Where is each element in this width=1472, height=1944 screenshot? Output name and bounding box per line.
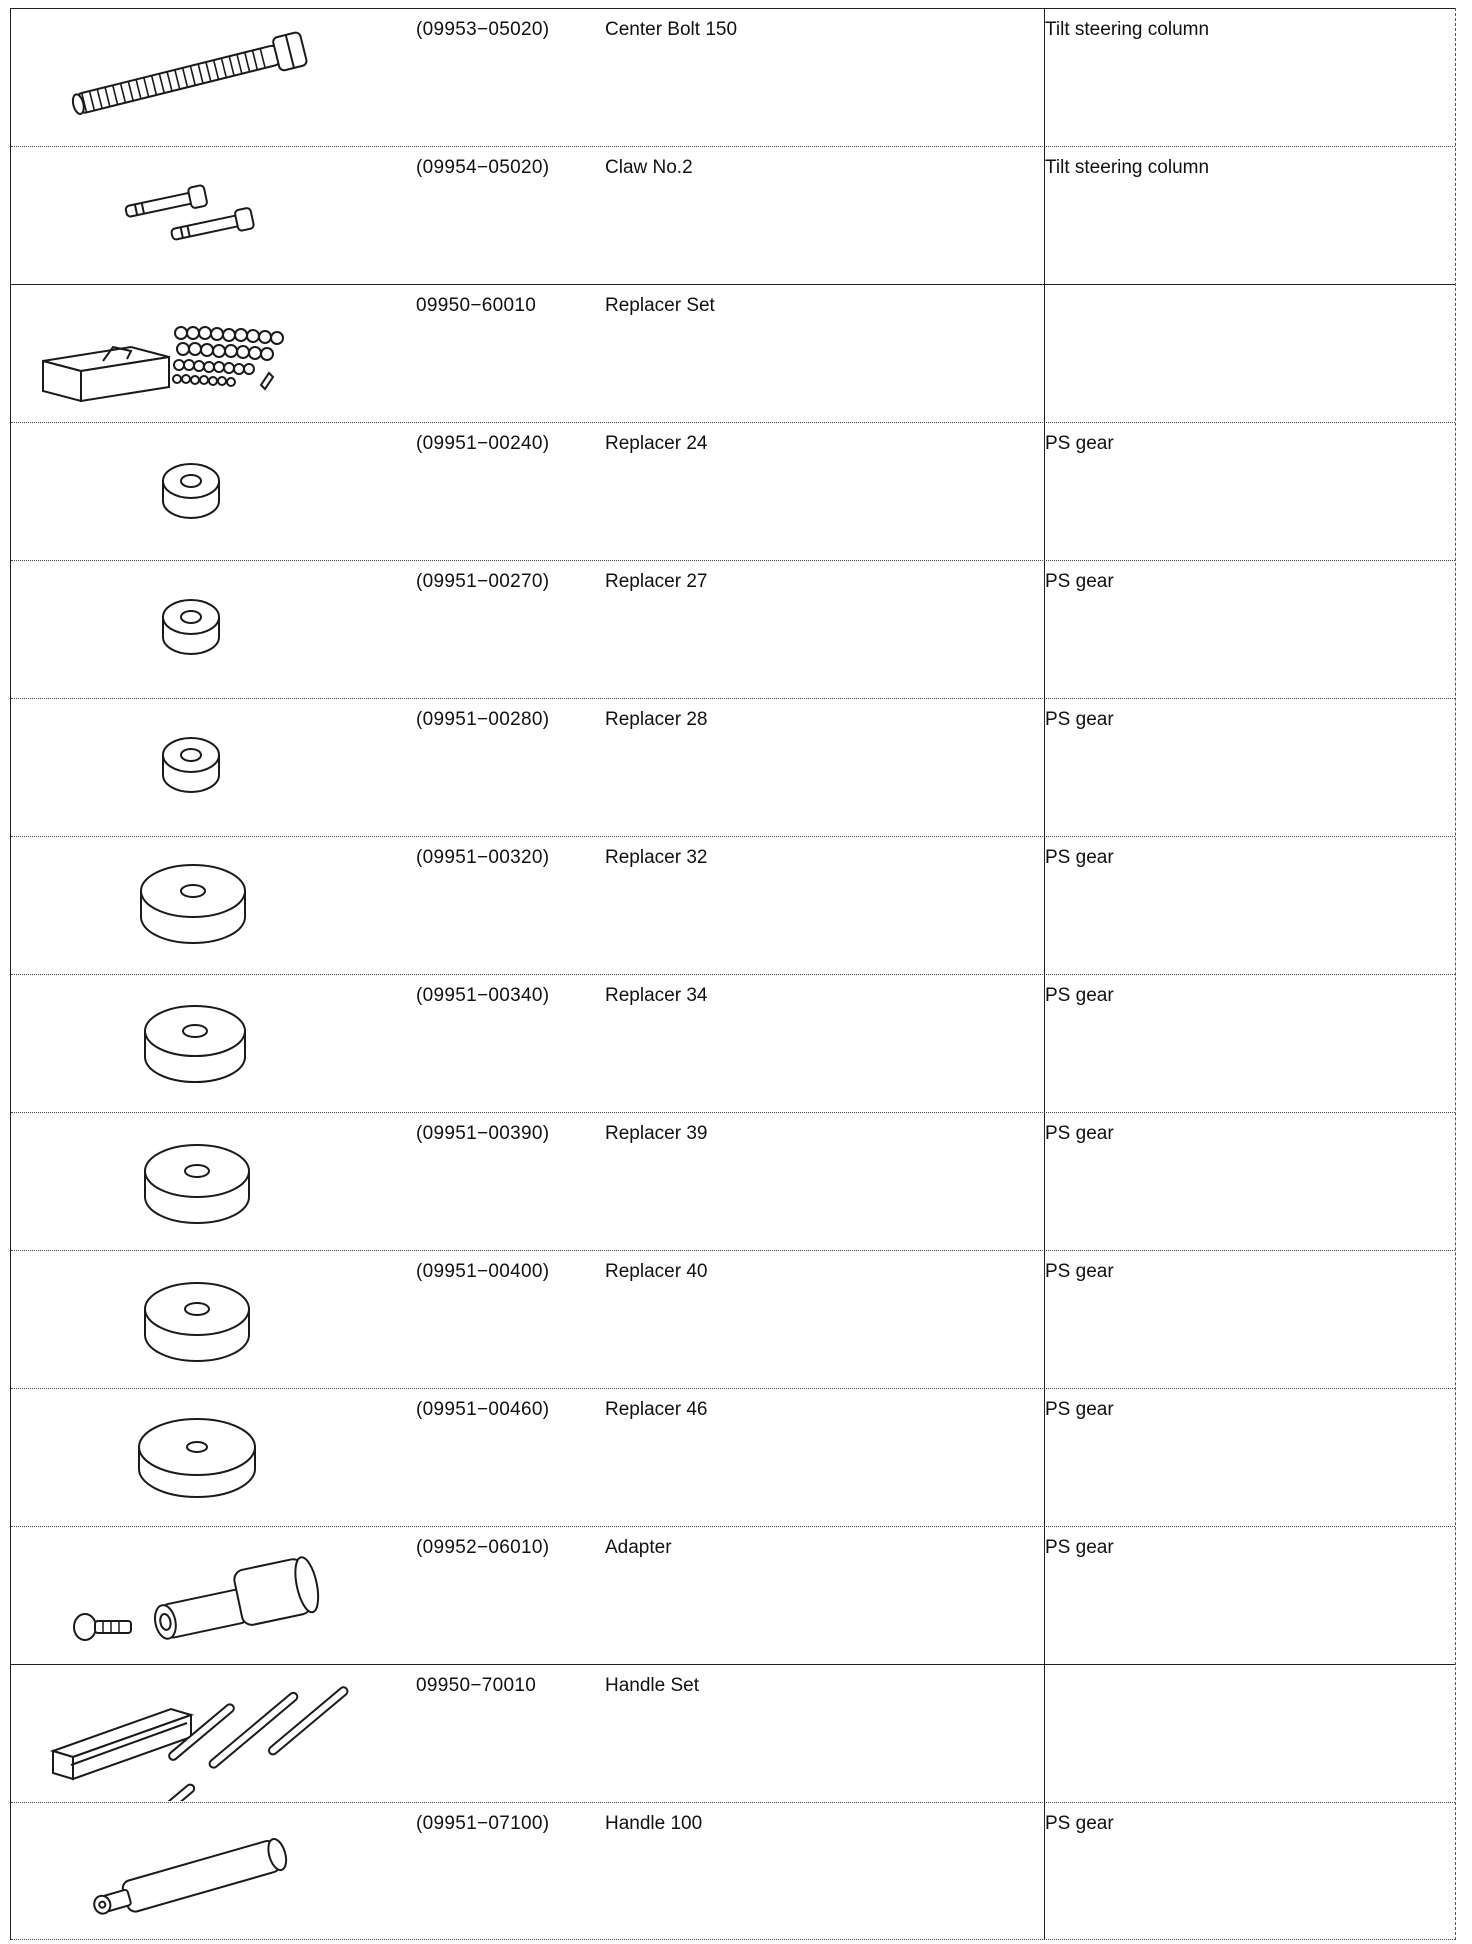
application: PS gear <box>1045 1123 1114 1144</box>
table-row <box>11 1664 1455 1802</box>
handle-icon <box>11 1803 416 1939</box>
table-row <box>11 284 1455 422</box>
application: PS gear <box>1045 1537 1114 1558</box>
application: PS gear <box>1045 571 1114 592</box>
application: Tilt steering column <box>1045 19 1210 40</box>
tool-name: Adapter <box>605 1537 672 1558</box>
center-bolt-icon <box>11 9 416 145</box>
replacer-ring-icon <box>11 837 416 973</box>
replacer-ring-icon <box>11 975 416 1111</box>
tool-name: Replacer Set <box>605 295 715 316</box>
table-row <box>11 8 1455 146</box>
application: PS gear <box>1045 433 1114 454</box>
part-number: (09951−00320) <box>416 847 550 868</box>
part-number: (09951−00270) <box>416 571 550 592</box>
tool-name: Replacer 46 <box>605 1399 708 1420</box>
table-row <box>11 1112 1455 1250</box>
part-number: 09950−60010 <box>416 295 537 316</box>
part-number: (09951−00280) <box>416 709 550 730</box>
special-service-tools-table <box>10 8 1456 1940</box>
application: PS gear <box>1045 1261 1114 1282</box>
part-number: (09952−06010) <box>416 1537 550 1558</box>
application: PS gear <box>1045 985 1114 1006</box>
table-row <box>11 1388 1455 1526</box>
tool-name: Claw No.2 <box>605 157 693 178</box>
table-row <box>11 836 1455 974</box>
tool-name: Replacer 27 <box>605 571 708 592</box>
table-row <box>11 698 1455 836</box>
claw-icon <box>11 147 416 283</box>
tool-name: Replacer 32 <box>605 847 708 868</box>
table-row <box>11 1250 1455 1388</box>
table-row <box>11 422 1455 560</box>
part-number: (09951−00240) <box>416 433 550 454</box>
application: Tilt steering column <box>1045 157 1210 178</box>
part-number: (09951−07100) <box>416 1813 550 1834</box>
replacer-ring-icon <box>11 423 416 559</box>
tool-name: Replacer 40 <box>605 1261 708 1282</box>
adapter-icon <box>11 1527 416 1663</box>
part-number: (09951−00390) <box>416 1123 550 1144</box>
application: PS gear <box>1045 1813 1114 1834</box>
table-row <box>11 146 1455 284</box>
tool-name: Replacer 34 <box>605 985 708 1006</box>
handle-set-icon <box>11 1665 416 1801</box>
table-row <box>11 1802 1455 1940</box>
tool-name: Handle Set <box>605 1675 700 1696</box>
replacer-ring-icon <box>11 561 416 697</box>
replacer-ring-icon <box>11 1113 416 1249</box>
replacer-set-case-icon <box>11 285 416 421</box>
application: PS gear <box>1045 1399 1114 1420</box>
table-row <box>11 1526 1455 1664</box>
part-number: (09951−00400) <box>416 1261 550 1282</box>
table-row <box>11 974 1455 1112</box>
part-number: (09951−00460) <box>416 1399 550 1420</box>
tool-name: Replacer 28 <box>605 709 708 730</box>
part-number: (09951−00340) <box>416 985 550 1006</box>
tool-name: Replacer 24 <box>605 433 708 454</box>
application: PS gear <box>1045 847 1114 868</box>
tool-name: Center Bolt 150 <box>605 19 738 40</box>
replacer-ring-icon <box>11 1389 416 1525</box>
part-number: (09954−05020) <box>416 157 550 178</box>
replacer-ring-icon <box>11 699 416 835</box>
part-number: 09950−70010 <box>416 1675 537 1696</box>
tool-name: Replacer 39 <box>605 1123 708 1144</box>
replacer-ring-icon <box>11 1251 416 1387</box>
part-number: (09953−05020) <box>416 19 550 40</box>
tool-name: Handle 100 <box>605 1813 703 1834</box>
application: PS gear <box>1045 709 1114 730</box>
table-row <box>11 560 1455 698</box>
